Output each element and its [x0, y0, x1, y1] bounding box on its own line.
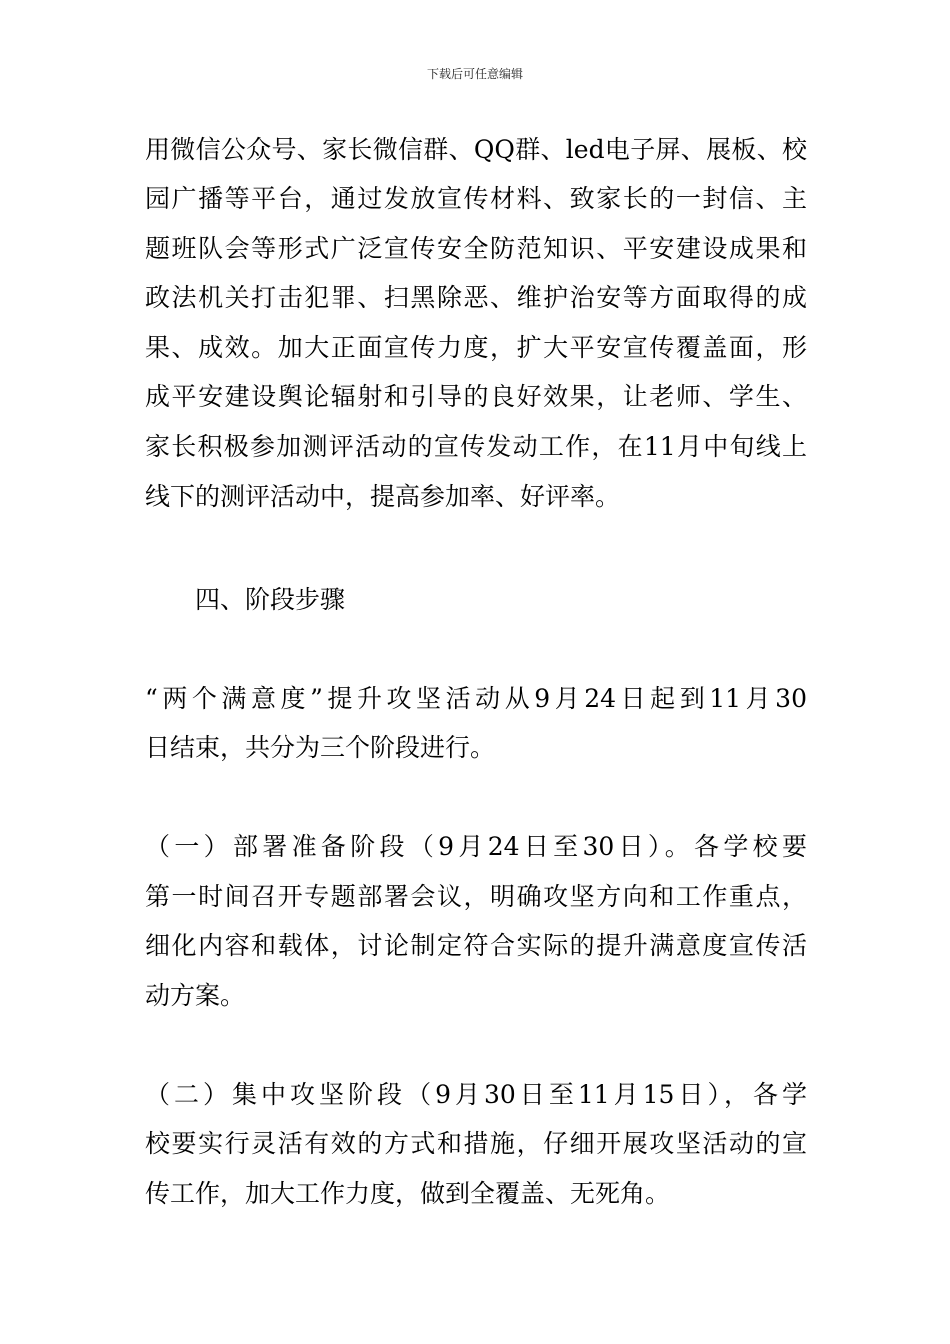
text-line: （一）部署准备阶段（9月24日至30日）。各学校要: [145, 832, 807, 861]
page-header: 下载后可任意编辑: [426, 67, 523, 81]
text-line: 果、成效。加大正面宣传力度，扩大平安宣传覆盖面，形: [145, 333, 807, 362]
text-line: 线下的测评活动中，提高参加率、好评率。: [145, 482, 621, 511]
text-line: 家长积极参加测评活动的宣传发动工作，在11月中旬线上: [145, 432, 807, 461]
text-line: 校要实行灵活有效的方式和措施，仔细开展攻坚活动的宣: [145, 1129, 807, 1158]
text-line: 日结束，共分为三个阶段进行。: [145, 733, 496, 762]
text-line: 传工作，加大工作力度，做到全覆盖、无死角。: [145, 1179, 671, 1208]
section-heading: 四、阶段步骤: [195, 585, 346, 614]
text-line: 用微信公众号、家长微信群、QQ群、led电子屏、展板、校: [145, 135, 807, 164]
text-line: “两个满意度”提升攻坚活动从9月24日起到11月30: [145, 684, 807, 713]
text-line: 成平安建设舆论辐射和引导的良好效果，让老师、学生、: [145, 382, 807, 411]
text-line: 动方案。: [145, 981, 246, 1010]
text-line: 第一时间召开专题部署会议，明确攻坚方向和工作重点，: [145, 882, 807, 911]
text-line: 园广播等平台，通过发放宣传材料、致家长的一封信、主: [145, 184, 807, 213]
text-line: （二）集中攻坚阶段（9月30日至11月15日），各学: [145, 1080, 807, 1109]
text-line: 细化内容和载体，讨论制定符合实际的提升满意度宣传活: [145, 931, 807, 960]
text-line: 政法机关打击犯罪、扫黑除恶、维护治安等方面取得的成: [145, 283, 807, 312]
text-line: 题班队会等形式广泛宣传安全防范知识、平安建设成果和: [145, 234, 807, 263]
